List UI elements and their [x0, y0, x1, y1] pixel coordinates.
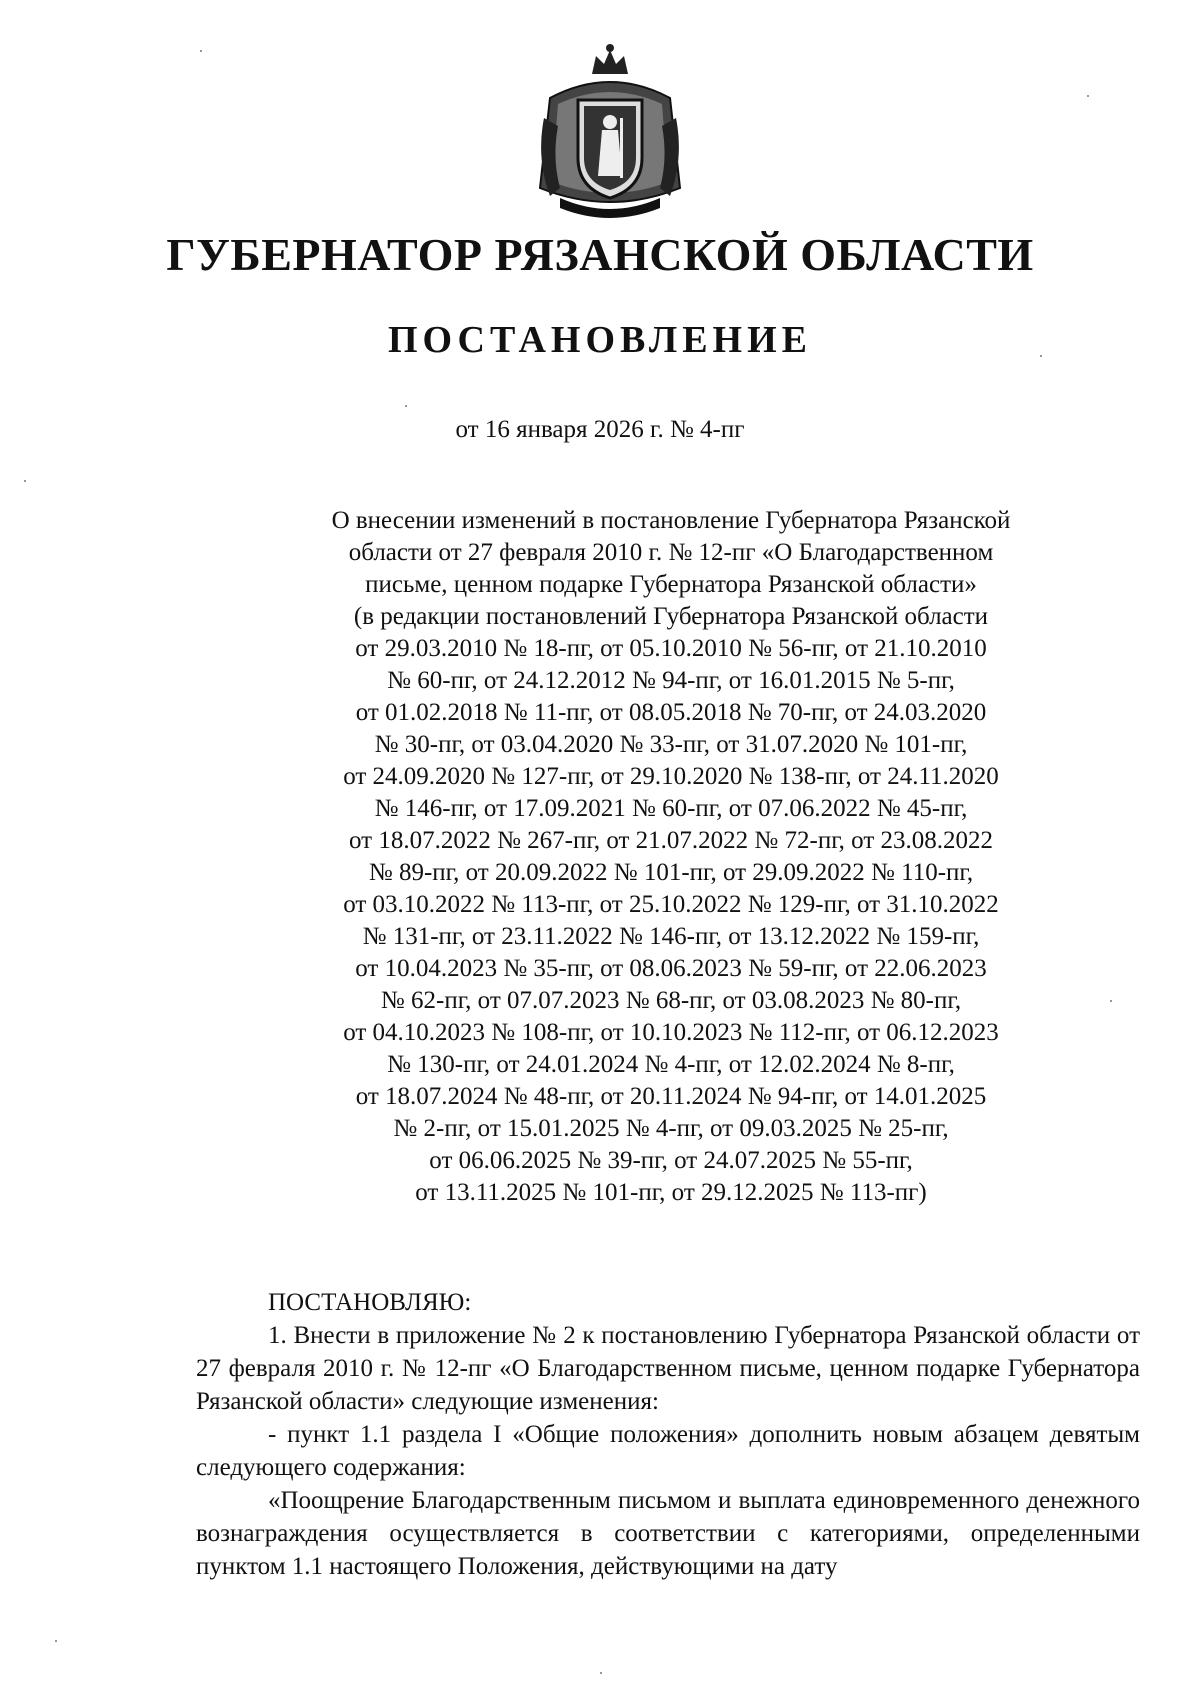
subject-line: № 60-пг, от 24.12.2012 № 94-пг, от 16.01.2015 № 5-пг,: [387, 667, 955, 694]
decree-word: ПОСТАНОВЛЯЮ:: [268, 1289, 472, 1316]
subject-line: области от 27 февраля 2010 г. № 12-пг «О Благодарственном: [348, 539, 994, 566]
subject-line: от 06.06.2025 № 39-пг, от 24.07.2025 № 55-пг,: [429, 1147, 913, 1174]
org-title: ГУБЕРНАТОР РЯЗАНСКОЙ ОБЛАСТИ: [166, 229, 1034, 280]
paragraph-1: 1. Внести в приложение № 2 к постановлению Губернатора Рязанской области от 27 февраля 2010 г. № 12-пг «О Благодарственном письме, ценном подарке Губернатора Рязанской области» следующие изменения:: [196, 1322, 1140, 1415]
subject-line: от 29.03.2010 № 18-пг, от 05.10.2010 № 56-пг, от 21.10.2010: [355, 635, 987, 662]
subject-line: от 18.07.2024 № 48-пг, от 20.11.2024 № 94-пг, от 14.01.2025: [355, 1083, 987, 1110]
subject-line: № 131-пг, от 23.11.2022 № 146-пг, от 13.12.2022 № 159-пг,: [362, 923, 980, 950]
scan-speck: [1087, 95, 1089, 97]
scan-speck: [55, 1640, 57, 1642]
coat-of-arms-icon: [530, 38, 690, 218]
document-subject: [276, 505, 1066, 1209]
scan-speck: [200, 50, 202, 52]
subject-line: от 03.10.2022 № 113-пг, от 25.10.2022 № 129-пг, от 31.10.2022: [343, 891, 999, 918]
subject-line: от 13.11.2025 № 101-пг, от 29.12.2025 № 113-пг): [415, 1179, 927, 1206]
subject-line: от 24.09.2020 № 127-пг, от 29.10.2020 № 138-пг, от 24.11.2020: [343, 763, 999, 790]
document-date-number: от 16 января 2026 г. № 4-пг: [455, 416, 745, 443]
scan-speck: [1110, 1000, 1112, 1002]
subject-line: № 62-пг, от 07.07.2023 № 68-пг, от 03.08.2023 № 80-пг,: [380, 987, 962, 1014]
subject-line: № 146-пг, от 17.09.2021 № 60-пг, от 07.06.2022 № 45-пг,: [374, 795, 968, 822]
scan-speck: [24, 480, 26, 482]
subject-line: (в редакции постановлений Губернатора Рязанской области: [353, 603, 989, 630]
subject-line: О внесении изменений в постановление Губернатора Рязанской: [331, 507, 1011, 534]
subject-line: от 18.07.2022 № 267-пг, от 21.07.2022 № 72-пг, от 23.08.2022: [348, 827, 994, 854]
scan-speck: [600, 1672, 602, 1674]
scan-speck: [405, 405, 407, 407]
subject-line: № 30-пг, от 03.04.2020 № 33-пг, от 31.07.2020 № 101-пг,: [374, 731, 968, 758]
subject-line: № 130-пг, от 24.01.2024 № 4-пг, от 12.02.2024 № 8-пг,: [387, 1051, 955, 1078]
paragraph-3: «Поощрение Благодарственным письмом и выплата единовременного денежного вознаграждения осуществляется в соответствии с категориями, определенными пунктом 1.1 настоящего Положения, действующими на дату: [196, 1487, 1140, 1580]
document-body: [196, 1286, 1140, 1583]
subject-line: письме, ценном подарке Губернатора Рязанской области»: [365, 571, 977, 598]
subject-line: от 01.02.2018 № 11-пг, от 08.05.2018 № 70-пг, от 24.03.2020: [355, 699, 987, 726]
subject-line: № 89-пг, от 20.09.2022 № 101-пг, от 29.09.2022 № 110-пг,: [368, 859, 974, 886]
scan-speck: [1040, 355, 1042, 357]
subject-line: от 04.10.2023 № 108-пг, от 10.10.2023 № 112-пг, от 06.12.2023: [343, 1019, 999, 1046]
subject-line: № 2-пг, от 15.01.2025 № 4-пг, от 09.03.2025 № 25-пг,: [393, 1115, 949, 1142]
paragraph-2: - пункт 1.1 раздела I «Общие положения» дополнить новым абзацем девятым следующего содержания:: [196, 1421, 1140, 1481]
subject-line: от 10.04.2023 № 35-пг, от 08.06.2023 № 59-пг, от 22.06.2023: [355, 955, 987, 982]
document-type: ПОСТАНОВЛЕНИЕ: [387, 319, 813, 361]
